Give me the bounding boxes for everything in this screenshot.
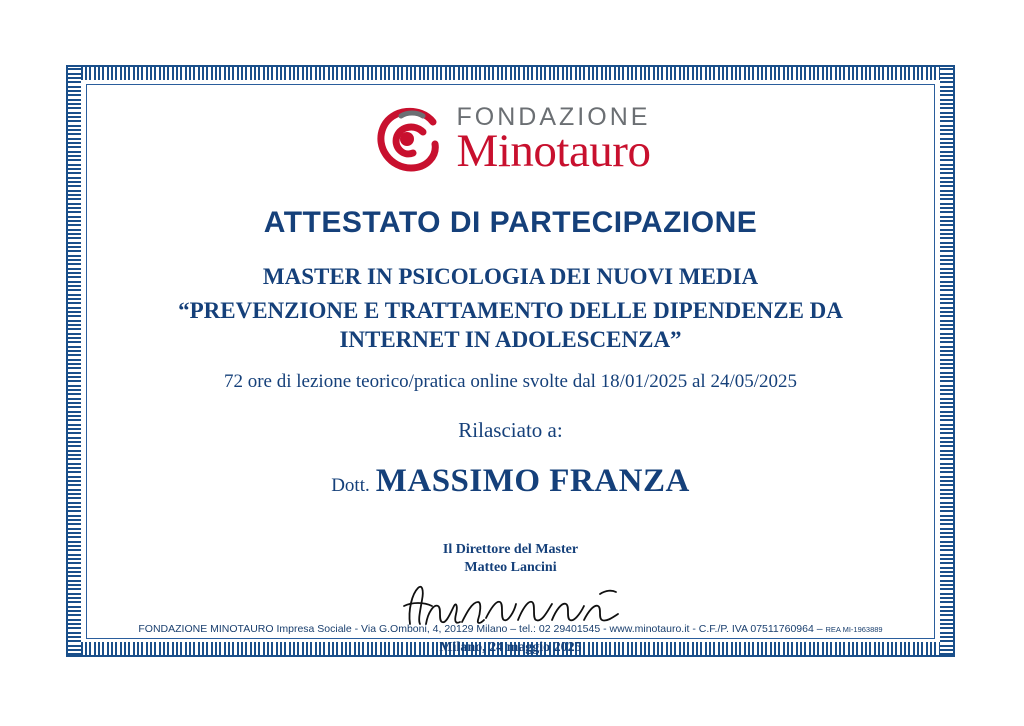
border-pattern-top (68, 67, 953, 80)
certificate-content (96, 92, 925, 655)
logo-main-word: Minotauro (456, 125, 651, 177)
footer-rea-text: REA MI-1963889 (825, 625, 883, 634)
course-title: MASTER IN PSICOLOGIA DEI NUOVI MEDIA (262, 264, 759, 289)
signature-block (96, 542, 925, 656)
course-subtitle-line-2: INTERNET IN ADOLESCENZA” (339, 326, 682, 352)
course-subtitle (96, 297, 925, 355)
footer-main-text: FONDAZIONE MINOTAURO Impresa Sociale - Via G.Omboni, 4, 20129 Milano – tel.: 02 29401545 - www.minotauro.it - C.F./P. IVA 07511760964 – (138, 623, 826, 635)
certificate-title: ATTESTATO DI PARTECIPAZIONE (263, 206, 758, 239)
recipient-block (96, 463, 925, 500)
released-to-label: Rilasciato a: (458, 417, 563, 442)
recipient-name: MASSIMO FRANZA (375, 462, 690, 499)
signatory-name: Matteo Lancini (464, 559, 557, 575)
organization-logo (96, 102, 925, 184)
footer-legal-info (96, 623, 925, 635)
course-subtitle-line-1: “PREVENZIONE E TRATTAMENTO DELLE DIPENDENZE DA (178, 298, 843, 323)
course-hours-line: 72 ore di lezione teorico/pratica online svolte dal 18/01/2025 al 24/05/2025 (223, 370, 798, 392)
signatory-role: Il Direttore del Master (442, 541, 579, 557)
place-and-date: Milano, 24 maggio 2025 (439, 639, 582, 655)
border-pattern-right (940, 67, 953, 655)
border-pattern-left (68, 67, 81, 655)
spiral-bull-logo-icon (371, 102, 447, 178)
recipient-salutation: Dott. (331, 474, 370, 496)
logo-top-word: FONDAZIONE (456, 103, 651, 131)
